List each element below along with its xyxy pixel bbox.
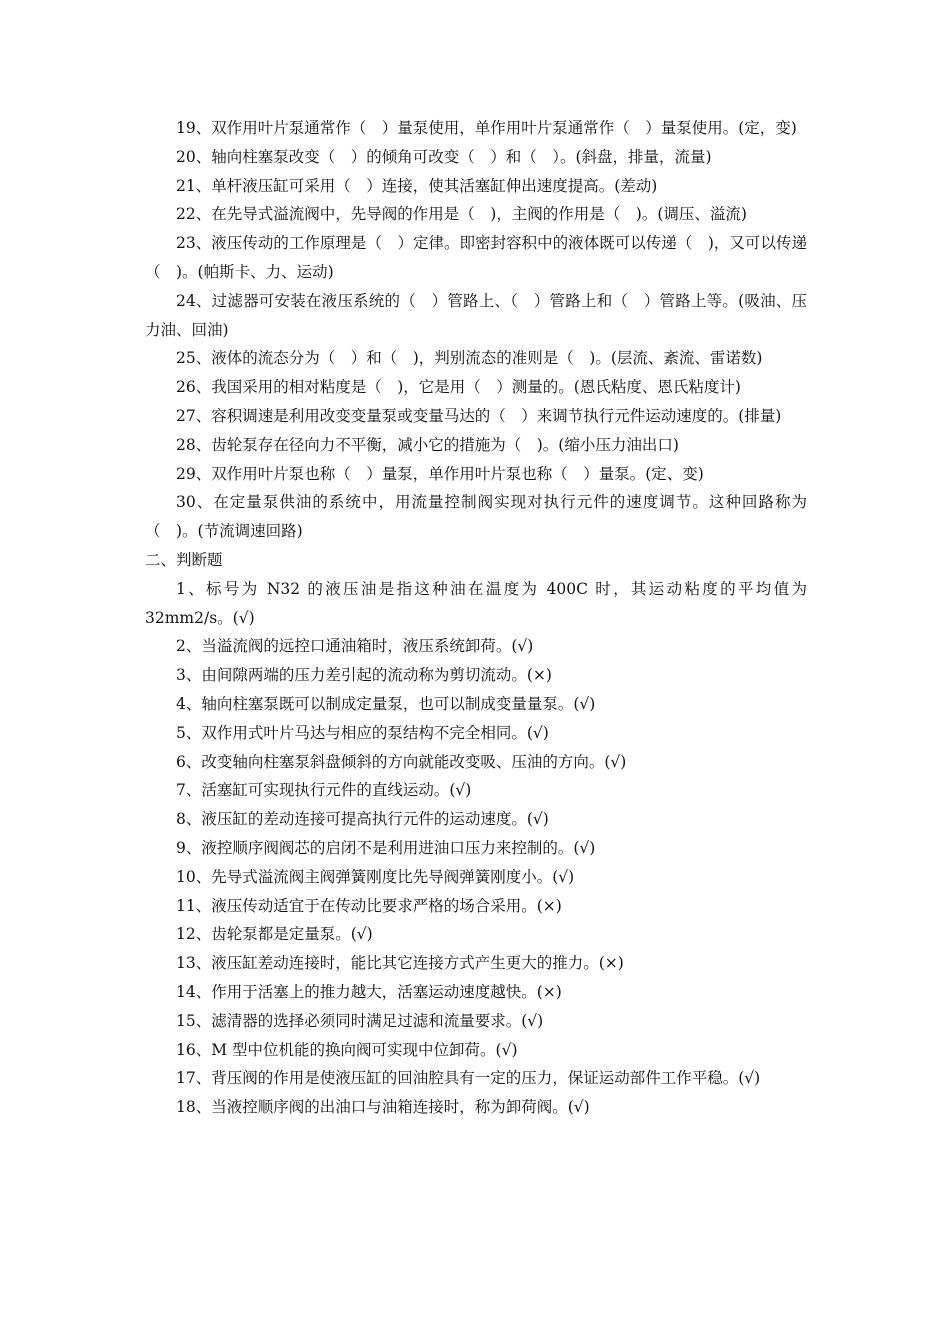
- judgment-3: 3、由间隙两端的压力差引起的流动称为剪切流动。(×): [176, 666, 552, 685]
- judgment-17: 17、背压阀的作用是使液压缸的回油腔具有一定的压力，保证运动部件工作平稳。(√): [176, 1069, 761, 1088]
- section-title: 二、判断题: [145, 550, 223, 569]
- question-20: 20、轴向柱塞泵改变（ ）的倾角可改变（ ）和（ ）。(斜盘，排量，流量): [176, 147, 712, 166]
- judgment-5: 5、双作用式叶片马达与相应的泵结构不完全相同。(√): [176, 723, 549, 742]
- question-29: 29、双作用叶片泵也称（ ）量泵，单作用叶片泵也称（ ）量泵。(定、变): [176, 464, 704, 483]
- judgment-13: 13、液压缸差动连接时，能比其它连接方式产生更大的推力。(×): [176, 954, 624, 973]
- judgment-4: 4、轴向柱塞泵既可以制成定量泵，也可以制成变量量泵。(√): [176, 694, 596, 713]
- judgment-6: 6、改变轴向柱塞泵斜盘倾斜的方向就能改变吸、压油的方向。(√): [176, 752, 627, 771]
- question-30: 30、在定量泵供油的系统中，用流量控制阀实现对执行元件的速度调节。这种回路称为（ )。(节流调速回路): [145, 493, 807, 541]
- question-28: 28、齿轮泵存在径向力不平衡，减小它的措施为（ )。(缩小压力油出口): [176, 435, 679, 454]
- judgment-8: 8、液压缸的差动连接可提高执行元件的运动速度。(√): [176, 810, 549, 829]
- judgment-15: 15、滤清器的选择必须同时满足过滤和流量要求。(√): [176, 1011, 544, 1030]
- question-24: 24、过滤器可安装在液压系统的（ ）管路上、（ ）管路上和（ ）管路上等。(吸油、压力油、回油): [145, 291, 807, 339]
- judgment-18: 18、当液控顺序阀的出油口与油箱连接时，称为卸荷阀。(√): [176, 1098, 590, 1117]
- question-21: 21、单杆液压缸可采用（ ）连接，使其活塞缸伸出速度提高。(差动): [176, 176, 658, 195]
- judgment-9: 9、液控顺序阀阀芯的启闭不是利用进油口压力来控制的。(√): [176, 838, 596, 857]
- judgment-16: 16、M 型中位机能的换向阀可实现中位卸荷。(√): [176, 1040, 518, 1059]
- question-22: 22、在先导式溢流阀中，先导阀的作用是（ )，主阀的作用是（ )。(调压、溢流): [176, 205, 747, 224]
- judgment-1: 1、标号为 N32 的液压油是指这种油在温度为 400C 时，其运动粘度的平均值为 32mm2/s。(√): [145, 579, 807, 627]
- judgment-14: 14、作用于活塞上的推力越大，活塞运动速度越快。(×): [176, 982, 562, 1001]
- question-26: 26、我国采用的相对粘度是（ )，它是用（ ）测量的。(恩氏粘度、恩氏粘度计): [176, 378, 741, 397]
- document-body: [145, 114, 807, 1122]
- judgment-7: 7、活塞缸可实现执行元件的直线运动。(√): [176, 781, 472, 800]
- judgment-2: 2、当溢流阀的远控口通油箱时，液压系统卸荷。(√): [176, 637, 534, 656]
- question-23: 23、液压传动的工作原理是（ ）定律。即密封容积中的液体既可以传递（ )，又可以传递（ )。(帕斯卡、力、运动): [145, 234, 807, 281]
- question-25: 25、液体的流态分为（ ）和（ )，判别流态的准则是（ )。(层流、紊流、雷诺数): [176, 349, 763, 368]
- question-27: 27、容积调速是利用改变变量泵或变量马达的（ ）来调节执行元件运动速度的。(排量): [176, 406, 782, 425]
- judgment-11: 11、液压传动适宜于在传动比要求严格的场合采用。(×): [176, 896, 562, 915]
- judgment-12: 12、齿轮泵都是定量泵。(√): [176, 925, 373, 944]
- judgment-10: 10、先导式溢流阀主阀弹簧刚度比先导阀弹簧刚度小。(√): [176, 867, 575, 886]
- question-19: 19、双作用叶片泵通常作（ ）量泵使用，单作用叶片泵通常作（ ）量泵使用。(定，变): [176, 119, 797, 137]
